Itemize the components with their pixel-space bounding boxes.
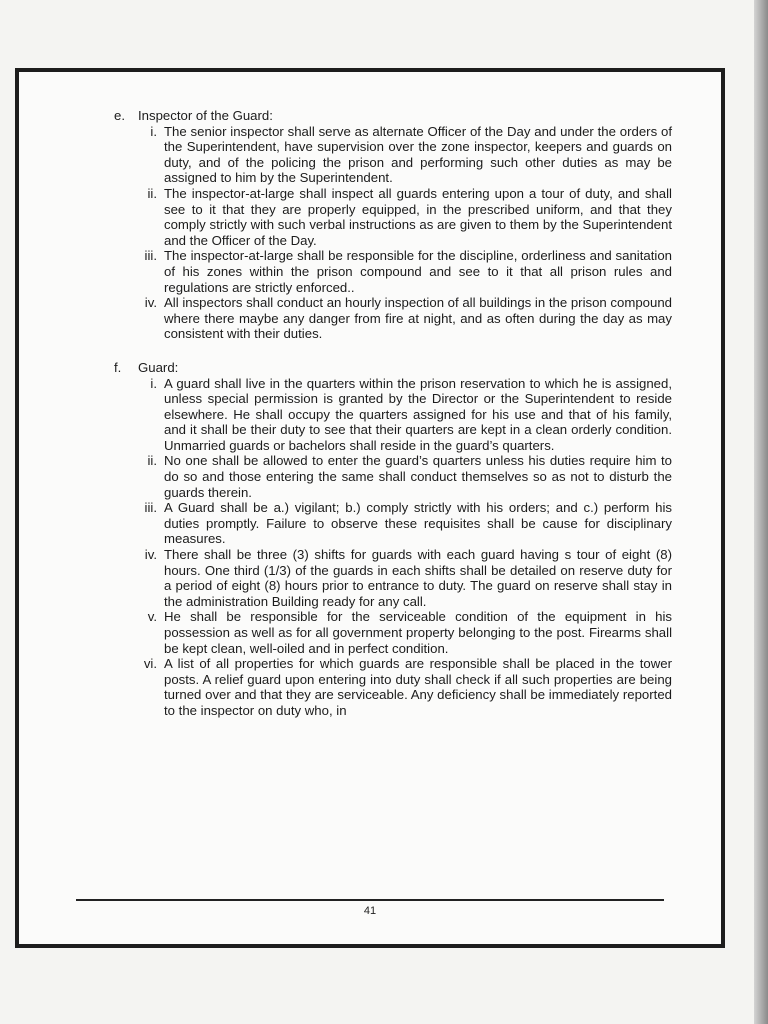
list-item (132, 547, 672, 609)
list-item (132, 248, 672, 295)
section-letter: e. (114, 108, 125, 123)
item-text: He shall be responsible for the serviceable condition of the equipment in his possession as well as for all government property belonging to the post. Firearms shall be kept clean, well-oiled and in perfect condition. (164, 609, 672, 656)
item-text: The inspector-at-large shall be responsible for the discipline, orderliness and sanitation of his zones within the prison compound and see to it that all prison rules and regulations are strictly enforced.. (164, 248, 672, 295)
item-text: A Guard shall be a.) vigilant; b.) comply strictly with his orders; and c.) perform his duties promptly. Failure to observe these requisites shall be cause for disciplinary measures. (164, 500, 672, 547)
list-item (132, 295, 672, 342)
item-number: ii. (147, 453, 157, 469)
document-body (112, 108, 672, 737)
section-heading (112, 108, 672, 124)
list-item (132, 376, 672, 454)
item-text: A list of all properties for which guards are responsible shall be placed in the tower posts. A relief guard upon entering into duty shall check if all such properties are being turned over and that they are serviceable. Any deficiency shall be immediately reported to the inspector on duty who, in (164, 656, 672, 718)
item-number: iv. (144, 295, 157, 311)
item-number: ii. (147, 185, 157, 201)
item-text: The inspector-at-large shall inspect all guards entering upon a tour of duty, and shall see to it that they are properly equipped, in the prescribed uniform, and that they comply strictly with such verbal instructions as are given to them by the Superintendent and the Officer of the Day. (164, 185, 672, 248)
item-number: iii. (144, 248, 157, 264)
list-item (132, 186, 672, 248)
page-number: 41 (363, 905, 377, 917)
item-number: i. (150, 375, 157, 391)
item-text: The senior inspector shall serve as alternate Officer of the Day and under the orders of the Superintendent, have supervision over the zone inspector, keepers and guards on duty, and of the policing the prison and performing such other duties as may be assigned to him by the Superintendent. (164, 123, 672, 186)
item-text: There shall be three (3) shifts for guards with each guard having s tour of eight (8) hours. One third (1/3) of the guards in each shifts shall be detailed on reserve duty for a period of eight (8) hours prior to entrance to duty. The guard on reserve shall stay in the administration Building ready for any call. (164, 547, 672, 609)
scan-edge-shadow (754, 0, 768, 1024)
item-number: iii. (144, 500, 157, 516)
section-title: Guard: (138, 359, 179, 375)
item-number: v. (147, 609, 157, 625)
list-item (132, 124, 672, 186)
list-item (132, 656, 672, 718)
list-item (132, 609, 672, 656)
item-number: i. (150, 123, 157, 139)
item-text: No one shall be allowed to enter the guard’s quarters unless his duties require him to do so and those entering the same shall conduct themselves so as not to disturb the guards therein. (164, 453, 672, 500)
section-guard (112, 360, 672, 719)
list-item (132, 500, 672, 547)
section-title: Inspector of the Guard: (138, 108, 273, 123)
item-number: iv. (144, 547, 157, 563)
footer-rule (76, 899, 664, 901)
section-inspector-of-the-guard (112, 108, 672, 342)
list-item (132, 453, 672, 500)
item-text: All inspectors shall conduct an hourly inspection of all buildings in the prison compound where there maybe any danger from fire at night, and as often during the day as may consistent with their duties. (164, 295, 673, 342)
item-number: vi. (143, 656, 157, 672)
section-heading (112, 360, 672, 376)
section-letter: f. (114, 359, 122, 375)
item-text: A guard shall live in the quarters within the prison reservation to which he is assigned, unless special permission is granted by the Director or the Superintendent to reside elsewhere. He shall occupy the quarters assigned for his use and that of his family, and it shall be their duty to see that their quarters are kept in a clean orderly condition. Unmarried guards or bachelors shall reside in the guard’s quarters. (164, 375, 672, 453)
